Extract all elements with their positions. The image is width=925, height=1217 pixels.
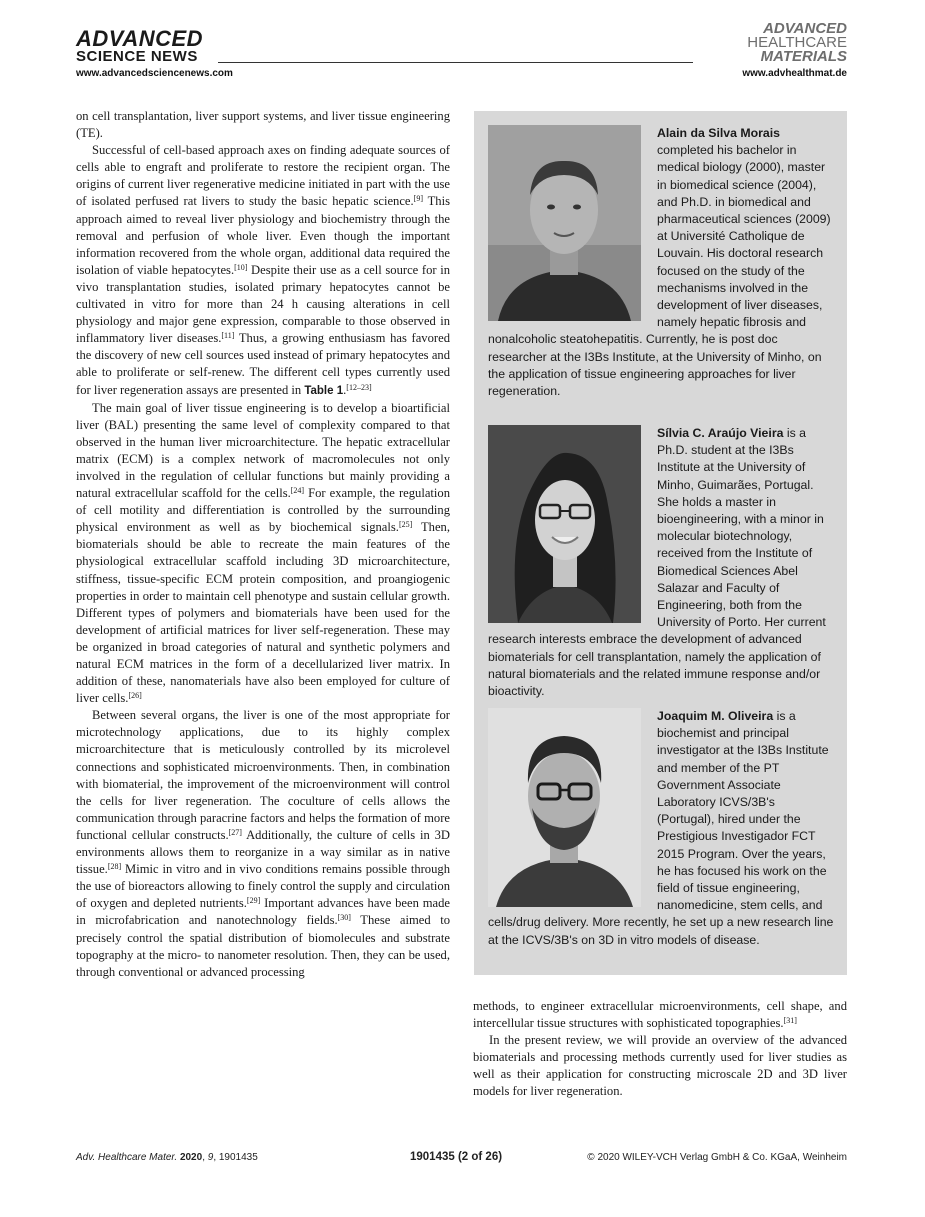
- author-bio: [488, 708, 834, 949]
- author-biographies-box: [474, 111, 847, 975]
- author-name: Sílvia C. Araújo Vieira: [657, 426, 784, 440]
- left-text-column: [76, 108, 450, 981]
- citation[interactable]: [26]: [128, 691, 142, 701]
- journal-logo-line3: MATERIALS: [760, 48, 847, 65]
- journal-logo-line2: HEALTHCARE: [747, 34, 847, 51]
- footer-page-number: 1901435 (2 of 26): [410, 1151, 503, 1163]
- table-reference[interactable]: Table 1: [304, 384, 344, 397]
- footer-copyright: © 2020 WILEY-VCH Verlag GmbH & Co. KGaA, Weinheim: [587, 1152, 847, 1163]
- author-name: Alain da Silva Morais: [657, 126, 781, 140]
- citation[interactable]: [25]: [398, 520, 413, 530]
- paragraph: Between several organs, the liver is one of the most appropriate for microtechnology applications, due to its highly complex microarchitecture that is meticulously controlled by its microlevel connections and sophisticated microenvironments. Then, in combination with biomaterial, the improvement of the microenvironment will control the cells for liver regeneration. The coculture of cells allows the communication through paracrine factors and helps the formation of more functional cellular constructs.[27] Additionally, the culture of cells in 3D environments allows them to reorganize in a way similar as in native tissue.[28] Mimic in vitro and in vivo conditions remains possible through the use of bioreactors allowing to finely control the supply and circulation of oxygen and depleted nutrients.[29] Important advances have been made in microfabrication and nanotechnology fields.[30] These aimed to precisely control the spatial distribution of biomolecules and substrate topography at the micro- to nanometer resolution. Then, they can be used, through conventional or advanced processing: [76, 708, 451, 979]
- citation[interactable]: [27]: [228, 827, 242, 837]
- journal-url[interactable]: www.advhealthmat.de: [742, 68, 847, 79]
- citation[interactable]: [24]: [290, 486, 305, 496]
- author-bio: [488, 125, 834, 400]
- citation[interactable]: [12–23]: [346, 382, 372, 392]
- author-bio: [488, 425, 834, 700]
- citation[interactable]: [31]: [783, 1016, 797, 1026]
- author-photo: [488, 708, 641, 907]
- publisher-logo-line1: ADVANCED: [76, 26, 204, 51]
- header-rule: [218, 62, 693, 63]
- citation[interactable]: [10]: [234, 262, 248, 272]
- publisher-logo: [76, 26, 204, 65]
- citation[interactable]: [28]: [107, 862, 122, 872]
- paragraph: The main goal of liver tissue engineering is to develop a bioartificial liver (BAL) presenting the same level of complexity compared to that observed in the human liver microarchitecture. The hepatic extracellular matrix (ECM) is a complex network of macromolecules not only involved in the regulation of cellular functions but mainly providing a natural extracellular scaffold for the cells.[24] For example, the regulation of cell motility and differentiation is controlled by the surrounding physical environment as well as by biochemical signals.[25] Then, biomaterials should be able to recreate the main features of the physiological extracellular scaffold including 3D microarchitecture, stiffness, tissue-specific ECM protein composition, and proangiogenic properties in order to maintain cell phenotype and sustain cellular growth. Different types of polymers and biomaterials have been used for the development of artificial matrices for liver self-regeneration. These may be organized in broad categories of natural and synthetic polymers and natural ECM matrices in the form of a decellularized liver matrix. In addition of these, nanomaterials have also been employed for culture of liver cells.[26]: [76, 400, 450, 706]
- citation[interactable]: [30]: [337, 913, 351, 923]
- paragraph: on cell transplantation, liver support systems, and liver tissue engineering (TE).: [76, 109, 450, 141]
- footer-citation: Adv. Healthcare Mater. 2020, 9, 1901435: [76, 1152, 258, 1163]
- citation[interactable]: [9]: [413, 194, 423, 204]
- journal-logo: [747, 22, 847, 64]
- author-photo: [488, 425, 641, 623]
- citation[interactable]: [29]: [246, 896, 261, 906]
- author-bio-text: completed his bachelor in medical biology (2000), master in biomedical science (2004), and Ph.D. in biomedical and pharmaceutical sciences (2009) at Université Catholique de Louvain. His doctoral research focused on the study of the mechanisms involved in the development of liver diseases, namely hepatic fibrosis and nonalcoholic steatohepatitis. Currently, he is post doc researcher at the I3Bs Institute, at the University of Minho, on the application of tissue engineering approaches for liver regeneration.: [488, 143, 831, 399]
- author-photo: [488, 125, 641, 321]
- journal-logo-line1: ADVANCED: [763, 20, 847, 37]
- author-name: Joaquim M. Oliveira: [657, 709, 774, 723]
- right-text-column: [473, 998, 847, 1101]
- author-bio-text: is a biochemist and principal investigator at the I3Bs Institute and member of the PT Government Associate Laboratory ICVS/3B's (Portugal), hired under the Prestigious Investigador FCT 2015 Program. Over the years, he has focused his work on the field of tissue engineering, nanomedicine, stem cells, and cells/drug delivery. More recently, he set up a new research line at the ICVS/3B's on 3D in vitro models of disease.: [488, 709, 834, 947]
- paragraph: methods, to engineer extracellular microenvironments, cell shape, and intercellular tissue structures with sophisticated topographies.[31]: [473, 999, 847, 1031]
- citation[interactable]: [11]: [221, 331, 235, 341]
- publisher-url[interactable]: www.advancedsciencenews.com: [76, 68, 233, 79]
- publisher-logo-line2: SCIENCE NEWS: [76, 48, 198, 65]
- paragraph: In the present review, we will provide an overview of the advanced biomaterials and processing methods currently used for liver studies as well as their application for constructing microscale 2D and 3D liver models for liver regeneration.: [473, 1033, 847, 1099]
- paragraph: Successful of cell-based approach axes on finding adequate sources of cells able to engraft and proliferate to restore the recipient organ. The origins of current liver regenerative medicine initiated in part with the use of isolated perfused rat livers to study the basic hepatic science.[9] This approach aimed to reveal liver physiology and biochemistry through the removal and perfusion of whole liver. Even though the important information recovered from the whole organ, additional data required the isolation of viable hepatocytes.[10] Despite their use as a cell source for in vivo transplantation studies, isolated primary hepatocytes cannot be cultivated in vitro for more than 24 h causing alterations in cell physiology and major gene expression, comparable to those observed in inflammatory liver diseases.[11] Thus, a growing enthusiasm has favored the discovery of new cell sources used instead of primary hepatocytes and able to proliferate or self-renew. The different cell types currently used for liver regeneration assays are presented in Table 1.[12–23]: [76, 143, 450, 397]
- author-bio-text: is a Ph.D. student at the I3Bs Institute at the University of Minho, Guimarães, Portugal. She holds a master in bioengineering, with a minor in molecular biotechnology, received from the Institute of Biomedical Sciences Abel Salazar and Faculty of Engineering, both from the University of Porto. Her current research interests embrace the development of advanced biomaterials for cell transplantation, namely the application of natural biomaterials and the related immune response and/or bioactivity.: [488, 426, 826, 699]
